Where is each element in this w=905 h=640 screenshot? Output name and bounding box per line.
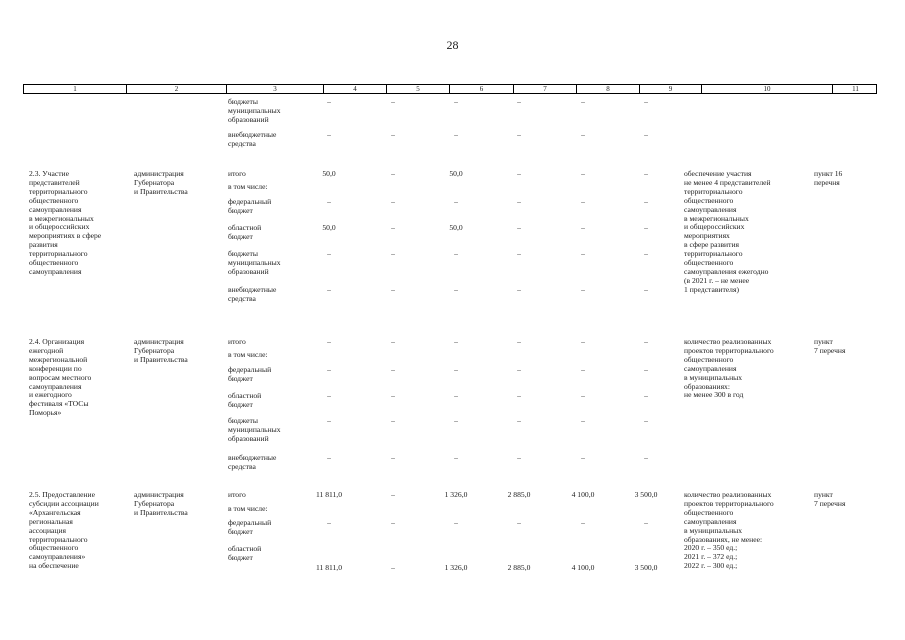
list-reference: пункт 16 перечня [814,169,843,187]
value-cell: – [391,130,395,139]
column-header-5: 5 [386,85,449,93]
row-label: бюджеты муниципальных образований [228,249,281,276]
value-cell: – [517,518,521,527]
section-description: 2.4. Организация ежегодной межрегиональной конференции по вопросам местного самоуправления и ежегодного фестиваля «ТОСы Поморья» [29,337,92,418]
row-label: федеральный бюджет [228,518,272,536]
value-cell: – [644,169,648,178]
row-label: внебюджетные средства [228,453,277,471]
value-cell: – [581,365,585,374]
value-cell: – [517,97,521,106]
value-cell: – [581,249,585,258]
value-cell: – [454,249,458,258]
value-cell: – [581,416,585,425]
value-cell: 1 326,0 [444,563,468,572]
value-cell: – [327,365,331,374]
value-cell: – [517,337,521,346]
value-cell: – [581,130,585,139]
value-cell: – [454,285,458,294]
column-header-2: 2 [126,85,226,93]
section-description: 2.3. Участие представителей территориального общественного самоуправления в межрегиональных и общероссийских мероприятиях в сфере развития территориального общественного самоуправления [29,169,102,276]
value-cell: – [517,453,521,462]
value-cell: – [391,416,395,425]
value-cell: – [517,130,521,139]
value-cell: 3 500,0 [634,490,658,499]
row-label: в том числе: [228,504,268,513]
value-cell: – [517,197,521,206]
indicator-description: обеспечение участия не менее 4 представителей территориального общественного самоуправления в межрегиональных и общероссийских мероприятиях в сфере развития территориального общественного самоуправления ежегодно (в 2021 г. – не менее 1 представителя) [684,169,771,294]
value-cell: – [517,365,521,374]
indicator-description: количество реализованных проектов территориального общественного самоуправления в муниципальных образованиях: не менее 300 в год [684,337,774,400]
value-cell: – [391,337,395,346]
value-cell: – [454,337,458,346]
row-label: областной бюджет [228,223,262,241]
value-cell: – [517,285,521,294]
column-header-9: 9 [639,85,701,93]
value-cell: – [454,130,458,139]
column-header-10: 10 [701,85,832,93]
value-cell: – [327,416,331,425]
value-cell: – [327,197,331,206]
value-cell: – [517,249,521,258]
value-cell: – [517,391,521,400]
column-header-4: 4 [323,85,386,93]
value-cell: – [517,416,521,425]
value-cell: – [581,197,585,206]
row-label: внебюджетные средства [228,130,277,148]
value-cell: – [391,563,395,572]
value-cell: – [327,453,331,462]
value-cell: – [454,518,458,527]
row-label: внебюджетные средства [228,285,277,303]
row-label: в том числе: [228,182,268,191]
row-label: в том числе: [228,350,268,359]
value-cell: – [644,197,648,206]
column-header-3: 3 [226,85,323,93]
value-cell: – [644,416,648,425]
column-header-11: 11 [832,85,878,93]
value-cell: 50,0 [322,223,336,232]
value-cell: – [391,197,395,206]
value-cell: – [644,391,648,400]
value-cell: – [327,518,331,527]
value-cell: – [391,285,395,294]
column-header-7: 7 [513,85,576,93]
value-cell: – [391,169,395,178]
page-number: 28 [446,38,459,52]
row-label: итого [228,169,246,178]
value-cell: 2 885,0 [507,563,531,572]
value-cell: – [644,223,648,232]
value-cell: – [454,365,458,374]
value-cell: – [581,391,585,400]
column-header-1: 1 [73,85,77,93]
value-cell: 50,0 [449,223,463,232]
responsible-executor: администрация Губернатора и Правительства [134,490,188,517]
row-label: федеральный бюджет [228,365,272,383]
responsible-executor: администрация Губернатора и Правительства [134,169,188,196]
value-cell: – [581,223,585,232]
section-description: 2.5. Предоставление субсидии ассоциации «Архангельская региональная ассоциация территориального общественного самоуправления» на обеспечение [29,490,99,571]
row-label: бюджеты муниципальных образований [228,416,281,443]
value-cell: – [454,416,458,425]
value-cell: 2 885,0 [507,490,531,499]
value-cell: – [644,97,648,106]
value-cell: – [391,490,395,499]
value-cell: – [581,518,585,527]
value-cell: 4 100,0 [571,563,595,572]
value-cell: 3 500,0 [634,563,658,572]
value-cell: – [454,197,458,206]
row-label: областной бюджет [228,391,262,409]
column-header-8: 8 [576,85,639,93]
value-cell: – [391,453,395,462]
list-reference: пункт 7 перечня [814,490,846,508]
value-cell: – [327,337,331,346]
row-label: бюджеты муниципальных образований [228,97,281,124]
value-cell: – [644,337,648,346]
value-cell: – [644,285,648,294]
value-cell: 1 326,0 [444,490,468,499]
value-cell: – [327,249,331,258]
value-cell: – [581,285,585,294]
value-cell: – [391,97,395,106]
value-cell: – [581,453,585,462]
value-cell: – [391,391,395,400]
value-cell: – [327,391,331,400]
value-cell: – [644,518,648,527]
value-cell: – [581,337,585,346]
value-cell: – [454,453,458,462]
value-cell: – [581,169,585,178]
value-cell: – [644,249,648,258]
row-label: федеральный бюджет [228,197,272,215]
column-header-6: 6 [449,85,513,93]
value-cell: – [391,365,395,374]
value-cell: – [391,249,395,258]
value-cell: 50,0 [449,169,463,178]
value-cell: 11 811,0 [315,563,342,572]
value-cell: – [327,285,331,294]
row-label: областной бюджет [228,544,262,562]
value-cell: – [454,391,458,400]
table-header-row [23,84,877,94]
value-cell: – [644,130,648,139]
row-label: итого [228,490,246,499]
value-cell: – [391,518,395,527]
value-cell: 50,0 [322,169,336,178]
indicator-description: количество реализованных проектов территориального общественного самоуправления в муниципальных образованиях, не менее: 2020 г. – 350 ед.; 2021 г. – 372 ед.; 2022 г. – 300 ед.; [684,490,774,571]
responsible-executor: администрация Губернатора и Правительства [134,337,188,364]
value-cell: – [454,97,458,106]
value-cell: – [327,97,331,106]
value-cell: – [517,223,521,232]
value-cell: 11 811,0 [315,490,342,499]
value-cell: 4 100,0 [571,490,595,499]
value-cell: – [517,169,521,178]
value-cell: – [391,223,395,232]
list-reference: пункт 7 перечня [814,337,846,355]
value-cell: – [327,130,331,139]
value-cell: – [644,365,648,374]
value-cell: – [644,453,648,462]
row-label: итого [228,337,246,346]
value-cell: – [581,97,585,106]
